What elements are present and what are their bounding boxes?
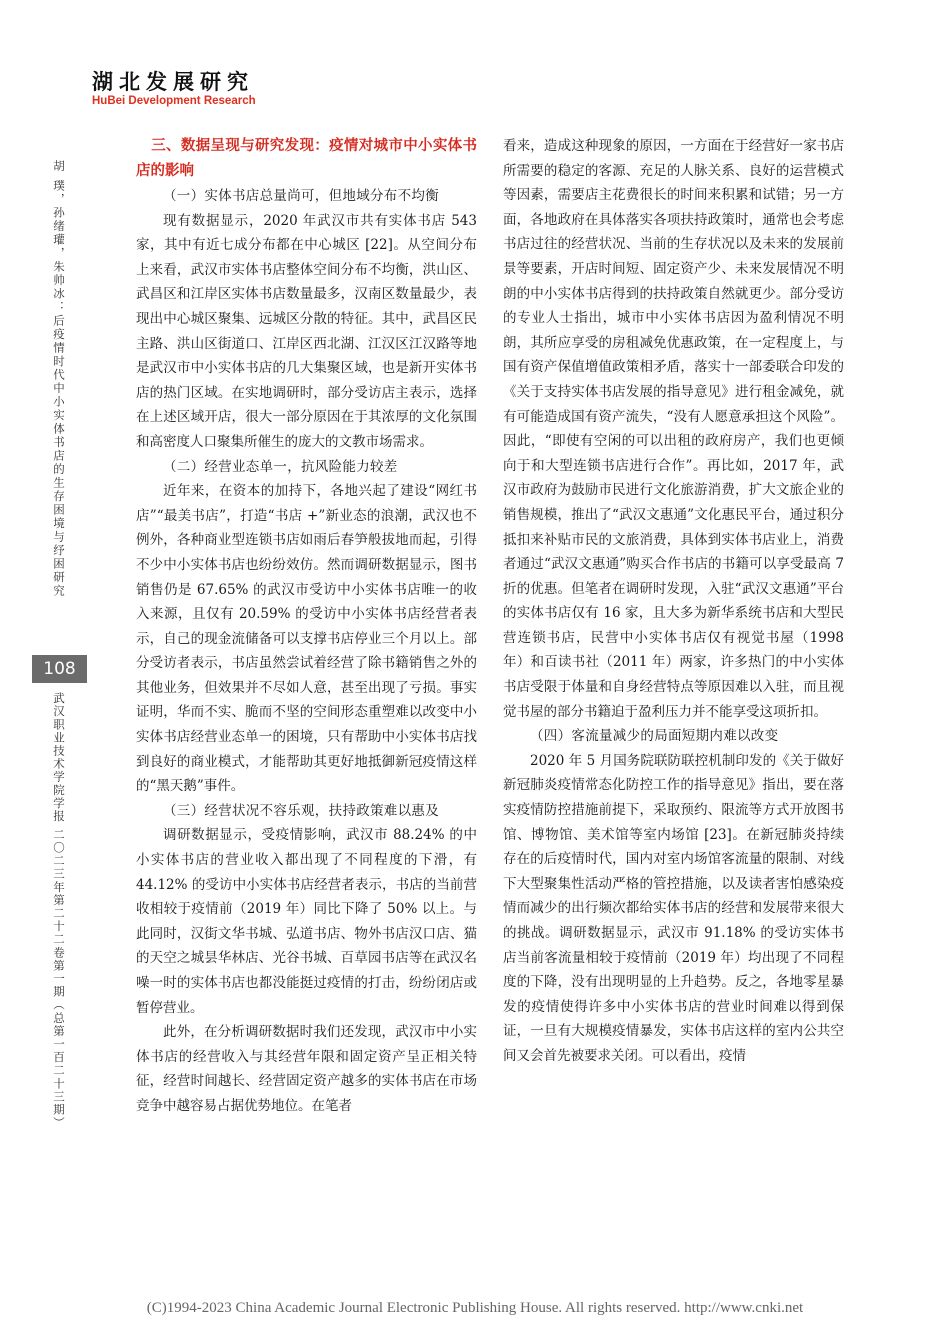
paragraph: 2020 年 5 月国务院联防联控机制印发的《关于做好新冠肺炎疫情常态化防控工作的指导意见》指出，要在落实疫情防控措施前提下，采取预约、限流等方式开放图书馆、博物馆、美术馆等室内场馆 [23]。在新冠肺炎持续存在的后疫情时代，国内对室内场馆客流量的限制、对线下大型聚集性活动严格的管控措施，以及读者害怕感染疫情而减少的出行频次都给实体书店的经营和发展带来很大的挑战。调研数据显示，武汉市 91.18% 的受访实体书店当前客流量相较于疫情前（2019 年）均出现了不同程度的下降，没有出现明显的上升趋势。反之，各地零星暴发的疫情使得许多中小实体书店的营业时间难以得到保证，一旦有大规模疫情暴发，实体书店这样的室内公共空间又会首先被要求关闭。可以看出，疫情 [503,752,844,1064]
page-number: 108 [32,655,87,683]
sidebar-journal-info: 武汉职业技术学院学报 二〇二三年第二十二卷第一期（总第一百二十三期） [52,692,66,1130]
paragraph: 此外，在分析调研数据时我们还发现，武汉市中小实体书店的经营收入与其经营年限和固定资产呈正相关特征，经营时间越长、经营固定资产越多的实体书店在市场竞争中越容易占据优势地位。在笔者 [136,1024,477,1114]
paragraph-continued: 看来，造成这种现象的原因，一方面在于经营好一家书店所需要的稳定的客源、充足的人脉关系、良好的运营模式等因素，需要店主花费很长的时间来积累和试错；另一方面，各地政府在具体落实各项扶持政策时，通常也会考虑书店过往的经营状况、当前的生存状况以及未来的发展前景等要素，开店时间短、固定资产少、未来发展情况不明朗的中小实体书店得到的扶持政策自然就更少。部分受访的专业人士指出，城市中小实体书店因为盈利情况不明朗，其所应享受的房租减免优惠政策，在一定程度上，与国有资产保值增值政策相矛盾，落实十一部委联合印发的《关于支持实体书店发展的指导意见》进行租金减免，就有可能造成国有资产流失，“没有人愿意承担这个风险”。因此，“即使有空闲的可以出租的政府房产，我们也更倾向于和大型连锁书店进行合作”。再比如，2017 年，武汉市政府为鼓励市民进行文化旅游消费，扩大文旅企业的销售规模，推出了“武汉文惠通”文化惠民平台，通过积分抵扣来补贴市民的文旅消费，具体到实体书店业上，消费者通过“武汉文惠通”购买合作书店的书籍可以享受最高 7 折的优惠。但笔者在调研时发现，入驻“武汉文惠通”平台的实体书店仅有 16 家，且大多为新华系统书店和大型民营连锁书店，民营中小实体书店仅有视觉书屋（1998 年）和百读书社（2011 年）两家，许多热门的中小实体书店受限于体量和自身经营特点等原因难以入驻，而且视觉书屋的部分书籍迫于盈利压力并不能享受这项折扣。 [503,138,844,720]
right-column [503,134,844,1069]
subheading-4: （四）客流量减少的局面短期内难以改变 [530,728,779,745]
paragraph: 近年来，在资本的加持下，各地兴起了建设“网红书店”“最美书店”，打造“书店 +”新业态的浪潮，武汉也不例外，各种商业型连锁书店如雨后春笋般拔地而起，引得不少中小实体书店也纷纷效仿。然而调研数据显示，图书销售仍是 67.65% 的武汉市受访中小实体书店唯一的收入来源，且仅有 20.59% 的受访中小实体书店经营者表示，自己的现金流储备可以支撑书店停业三个月以上。部分受访者表示，书店虽然尝试着经营了除书籍销售之外的其他业务，但效果并不尽如人意，甚至出现了亏损。事实证明，华而不实、脆而不坚的空间形态重塑难以改变中小实体书店经营业态单一的困境，只有帮助中小实体书店找到良好的商业模式，才能帮助其更好地抵御新冠疫情这样的“黑天鹅”事件。 [136,483,477,795]
journal-title: 湖北发展研究 [92,70,254,94]
sidebar-authors: 胡 璞，孙绪瓘，朱帅冰：后疫情时代中小实体书店的生存困境与纾困研究 [52,160,66,598]
journal-subtitle: HuBei Development Research [92,95,256,107]
copyright-footer: (C)1994-2023 China Academic Journal Electronic Publishing House. All rights reserved. http://www.cnki.net [146,1300,804,1316]
subheading-3: （三）经营状况不容乐观，扶持政策难以惠及 [163,802,439,819]
paragraph: 调研数据显示，受疫情影响，武汉市 88.24% 的中小实体书店的营业收入都出现了不同程度的下滑，有 44.12% 的受访中小实体书店经营者表示，书店的当前营收相较于疫情前（2019 年）同比下降了 50% 以上。与此同时，汉街文华书城、弘道书店、物外书店汉口店、猫的天空之城昙华林店、光谷书城、百草园书店等在武汉名噪一时的实体书店也都没能挺过疫情的打击，纷纷闭店或暂停营业。 [136,827,477,1016]
section-heading: 三、数据呈现与研究发现：疫情对城市中小实体书店的影响 [136,138,477,179]
subheading-1: （一）实体书店总量尚可，但地域分布不均衡 [163,188,439,204]
paragraph: 现有数据显示，2020 年武汉市共有实体书店 543 家，其中有近七成分布都在中心城区 [22]。从空间分布上来看，武汉市实体书店整体空间分布不均衡，洪山区、武昌区和江岸区实体书店数量最多，汉南区数量最少，表现出中心城区聚集、远城区分散的特征。其中，武昌区民主路、洪山区街道口、江岸区西北湖、江汉区江汉路等地是武汉市中小实体书店的几大集聚区域，也是新开实体书店的热门区域。在实地调研时，部分受访店主表示，选择在上述区域开店，很大一部分原因在于其浓厚的文化氛围和高密度人口聚集所催生的庞大的文教市场需求。 [136,212,477,450]
left-column [136,134,477,1119]
subheading-2: （二）经营业态单一，抗风险能力较差 [163,458,398,475]
